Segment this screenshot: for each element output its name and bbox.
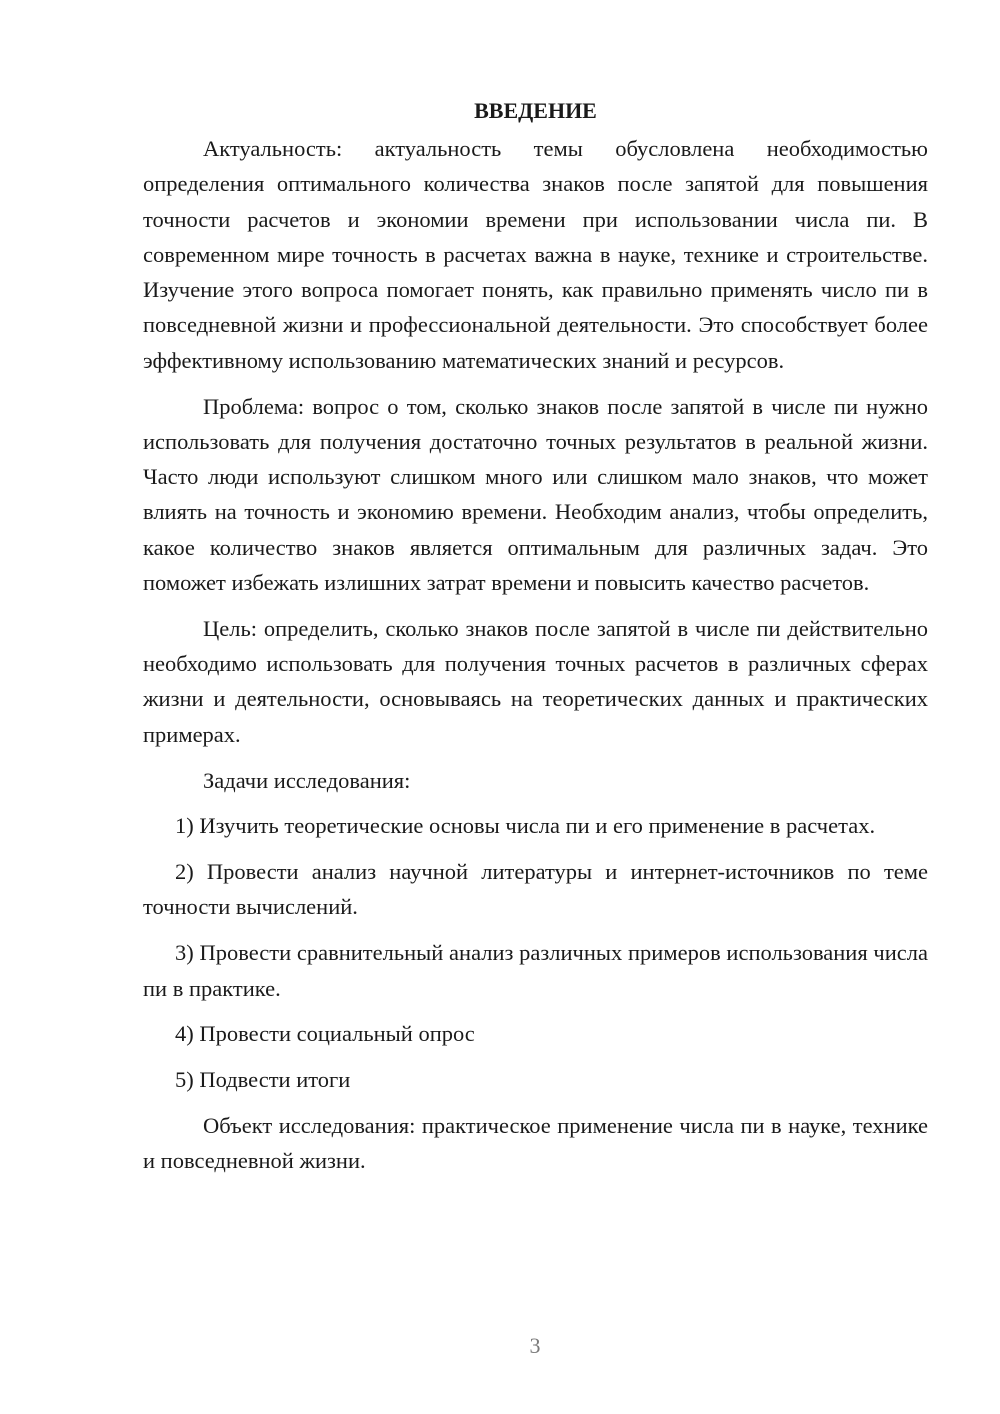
relevance-paragraph: Актуальность: актуальность темы обусловлена необходимостью определения оптимального количества знаков после запятой для повышения точности расчетов и экономии времени при использовании числа пи. В современном мире точность в расчетах важна в науке, технике и строительстве. Изучение этого вопроса помогает понять, как правильно применять число пи в повседневной жизни и профессиональной деятельности. Это способствует более эффективному использованию математических знаний и ресурсов.: [143, 136, 928, 373]
task-item-2: 2) Провести анализ научной литературы и интернет-источников по теме точности вычислений.: [143, 859, 928, 920]
task-item-1: 1) Изучить теоретические основы числа пи и его применение в расчетах.: [175, 813, 876, 839]
problem-paragraph: Проблема: вопрос о том, сколько знаков после запятой в числе пи нужно использовать для получения достаточно точных результатов в реальной жизни. Часто люди используют слишком много или слишком мало знаков, что может влиять на точность и экономию времени. Необходим анализ, чтобы определить, какое количество знаков является оптимальным для различных задач. Это поможет избежать излишних затрат времени и повысить качество расчетов.: [143, 393, 928, 596]
object-paragraph: Объект исследования: практическое применение числа пи в науке, технике и повседневной жизни.: [143, 1112, 928, 1174]
tasks-heading: Задачи исследования:: [203, 767, 411, 793]
task-item-5: 5) Подвести итоги: [175, 1067, 351, 1093]
page-title: ВВЕДЕНИЕ: [474, 98, 597, 123]
document-page: [143, 93, 928, 1179]
goal-paragraph: Цель: определить, сколько знаков после запятой в числе пи действительно необходимо использовать для получения точных расчетов в различных сферах жизни и деятельности, основываясь на теоретических данных и практических примерах.: [143, 615, 928, 747]
task-item-3: 3) Провести сравнительный анализ различных примеров использования числа пи в практике.: [143, 940, 928, 1001]
page-number: 3: [529, 1333, 541, 1358]
task-item-4: 4) Провести социальный опрос: [175, 1021, 475, 1047]
